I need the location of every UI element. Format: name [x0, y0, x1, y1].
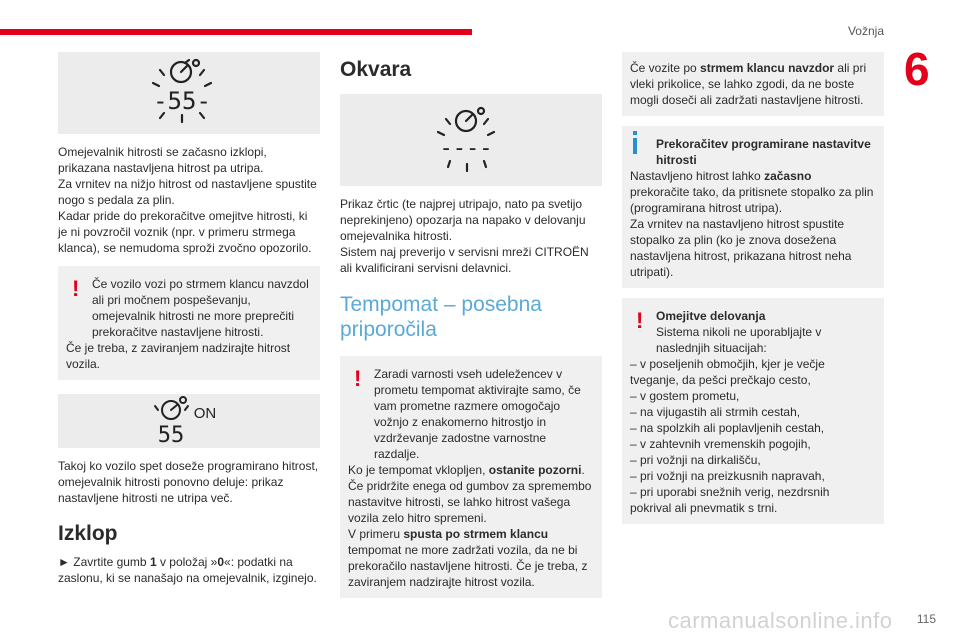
instruction-paragraph: ► Zavrtite gumb 1 v položaj »0«: podatki na zaslonu, ki se nanašajo na omejevalnik, izginejo. — [58, 555, 317, 585]
warning-text: Če vozilo vozi po strmem klancu navzdol ali pri močnem pospeševanju, omejevalnik hitrosti ne more preprečiti prekoračitve nastavljene hitrosti. — [92, 277, 309, 339]
chapter-number: 6 — [904, 43, 930, 95]
heading-izklop: Izklop — [58, 522, 118, 545]
list-item: – v zahtevnih vremenskih pogojih, — [630, 437, 811, 451]
column-1 — [58, 52, 320, 586]
column-3 — [622, 52, 884, 524]
heading-okvara: Okvara — [340, 58, 412, 81]
speedometer-on-icon — [149, 396, 229, 446]
warning-title: Omejitve delovanja — [656, 309, 766, 323]
svg-text:-55-: -55- — [153, 87, 211, 115]
speedometer-blink-icon — [144, 58, 234, 128]
list-item: – v poseljenih območjih, kjer je večje tveganje, da pešci prečkajo cesto, — [630, 357, 825, 387]
text-paragraph: Za vrnitev na nižjo hitrost od nastavljene spustite nogo s pedala za plin. — [58, 177, 317, 207]
section-title: Vožnja — [847, 24, 884, 38]
text-paragraph: Če vozite po strmem klancu navzdor ali pri vleki prikolice, se lahko zgodi, da ne boste mogli doseči ali zadržati nastavljene hitrosti. — [630, 61, 867, 107]
warning-icon: ! — [72, 276, 80, 301]
text-paragraph: Takoj ko vozilo spet doseže programirano hitrost, omejevalnik hitrosti ponovno deluje: prikaz nastavljene hitrosti ne utripa več. — [58, 459, 319, 505]
warning-text: Sistema nikoli ne uporabljajte v naslednjih situacijah: — [656, 325, 822, 355]
note-box — [622, 52, 884, 116]
column-2 — [340, 52, 602, 598]
warning-box — [622, 298, 884, 524]
warning-text: Če pridržite enega od gumbov za spremembo nastavitve hitrosti, se lahko hitrost vašega vozila zelo hitro spremeni. — [348, 479, 592, 525]
svg-text:ON: ON — [193, 405, 217, 422]
svg-text:55: 55 — [157, 423, 185, 446]
limits-list — [630, 356, 874, 516]
warning-text: Zaradi varnosti vseh udeležencev v prometu tempomat aktivirajte samo, če vam prometne razmere omogočajo vožnjo z enakomerno hitrostjo in vzdrževanje zadostne varnostne razdalje. — [374, 367, 581, 461]
list-item: – na vijugastih ali strmih cestah, — [630, 405, 801, 419]
info-icon — [633, 138, 637, 154]
warning-icon: ! — [354, 366, 362, 391]
text-paragraph: Omejevalnik hitrosti se začasno izklopi, prikazana nastavljena hitrost pa utripa. — [58, 145, 267, 175]
list-item: – pri vožnji na dirkališču, — [630, 453, 761, 467]
speed-limiter-blink-illustration — [58, 52, 320, 134]
text-paragraph: Prikaz črtic (te najprej utripajo, nato pa svetijo neprekinjeno) opozarja na napako v delovanju omejevalnika hitrosti. — [340, 197, 586, 243]
info-title: Prekoračitev programirane nastavitve hitrosti — [656, 137, 871, 167]
info-text: Za vrnitev na nastavljeno hitrost spustite stopalko za plin (ko je znova dosežena nastavljena hitrost, prikazana hitrost neha utripati). — [630, 217, 852, 279]
text-paragraph: Kadar pride do prekoračitve omejitve hitrosti, ki je ni povzročil voznik (npr. v primeru strmega klanca), se nemudoma sproži zvočno opozorilo. — [58, 209, 312, 255]
fault-illustration — [340, 94, 602, 186]
text-paragraph: Sistem naj preverijo v servisni mreži CITROËN ali kvalificirani servisni delavnici. — [340, 245, 589, 275]
arrow-icon: ► — [58, 555, 70, 569]
warning-box — [340, 356, 602, 598]
speedometer-dashes-icon — [426, 105, 516, 175]
heading-tempomat: Tempomat – posebna priporočila — [340, 293, 542, 341]
speed-limiter-on-illustration — [58, 394, 320, 448]
info-box — [622, 126, 884, 288]
warning-text: V primeru spusta po strmem klancu tempomat ne more zadržati vozila, da ne bi prekoračilo nastavljene hitrosti. Če je treba, z zaviranjem nadzirajte hitrost vozila. — [348, 527, 588, 589]
warning-box — [58, 266, 320, 380]
list-item: – na spolzkih ali poplavljenih cestah, — [630, 421, 825, 435]
watermark: carmanualsonline.info — [668, 608, 893, 633]
info-text: Nastavljeno hitrost lahko začasno prekoračite tako, da pritisnete stopalko za plin (programirana hitrost utripa). — [630, 169, 874, 215]
list-item: – pri vožnji na preizkusnih napravah, — [630, 469, 825, 483]
warning-icon: ! — [636, 308, 644, 333]
header-red-bar — [0, 29, 472, 35]
svg-text:----: ---- — [439, 136, 493, 161]
warning-text: Ko je tempomat vklopljen, ostanite pozorni. — [348, 463, 585, 477]
list-item: – v gostem prometu, — [630, 389, 740, 403]
list-item: – pri uporabi snežnih verig, nezdrsnih pokrival ali pnevmatik s trni. — [630, 485, 830, 515]
warning-text: Če je treba, z zaviranjem nadzirajte hitrost vozila. — [66, 341, 291, 371]
page-number: 115 — [916, 612, 936, 626]
